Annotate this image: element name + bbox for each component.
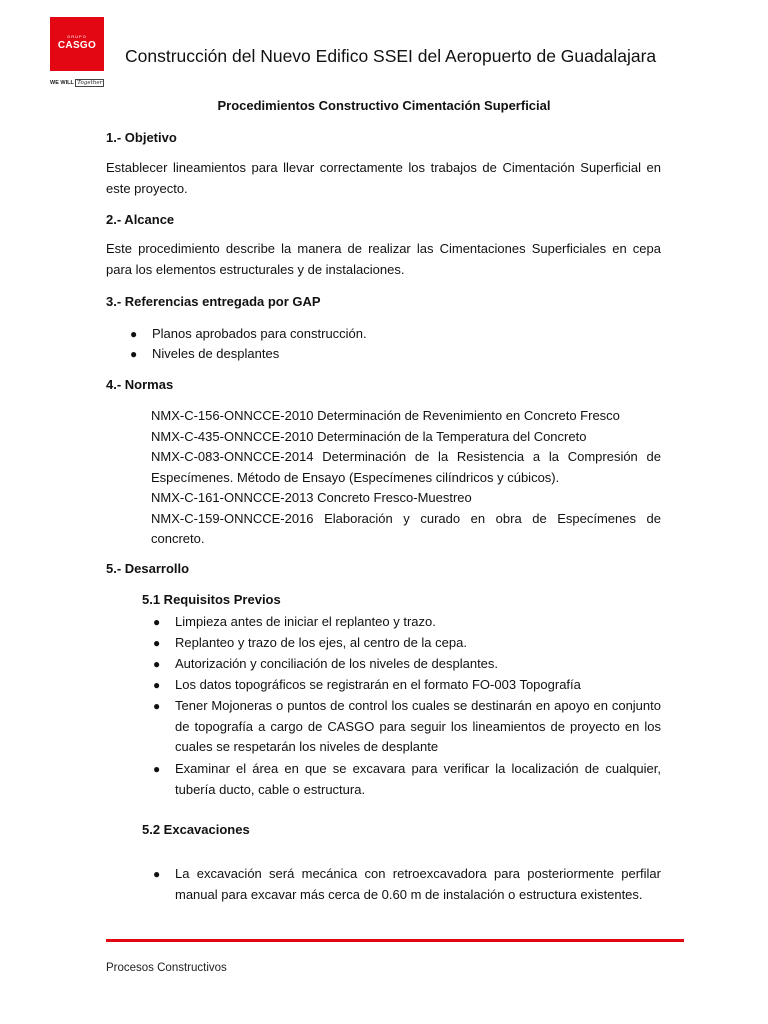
logo-tagline-prefix: WE WILL: [50, 80, 74, 86]
subsection-heading-excavaciones: 5.2 Excavaciones: [142, 822, 250, 837]
list-item-text: Examinar el área en que se excavara para verificar la localización de cualquier, tubería ducto, cable o estructura.: [175, 761, 661, 797]
logo-name-text: CASGO: [57, 40, 97, 51]
bullet-icon: ●: [153, 678, 161, 692]
company-logo: [50, 17, 104, 71]
bullet-icon: ●: [130, 347, 138, 361]
header-title: Construcción del Nuevo Edifico SSEI del Aeropuerto de Guadalajara: [125, 46, 657, 66]
logo-tagline: [50, 80, 104, 86]
list-item-text: Planos aprobados para construcción.: [152, 326, 367, 341]
bullet-icon: ●: [130, 327, 138, 341]
list-item: [153, 654, 661, 675]
section-text-objetivo: Establecer lineamientos para llevar correctamente los trabajos de Cimentación Superficial en este proyecto.: [106, 160, 661, 196]
bullet-icon: ●: [153, 657, 161, 671]
norma-item: NMX-C-083-ONNCCE-2014 Determinación de la Resistencia a la Compresión de Especímenes. Método de Ensayo (Especímenes cilíndricos y cúbicos).: [151, 449, 661, 485]
logo-tagline-script: Together: [77, 80, 103, 86]
list-item: [130, 324, 662, 345]
list-item-text: La excavación será mecánica con retroexcavadora para posteriormente perfilar manual para excavar más cerca de 0.60 m de instalación o estructura existentes.: [175, 866, 661, 902]
list-item-text: Niveles de desplantes: [152, 346, 280, 361]
footer-divider: [106, 939, 684, 942]
footer-text: Procesos Constructivos: [106, 962, 227, 974]
list-item: [153, 759, 661, 800]
list-item: [153, 612, 661, 633]
list-item-text: Replanteo y trazo de los ejes, al centro de la cepa.: [175, 635, 467, 650]
list-item-text: Limpieza antes de iniciar el replanteo y trazo.: [175, 614, 436, 629]
normas-list: [151, 406, 661, 550]
section-text-alcance: Este procedimiento describe la manera de realizar las Cimentaciones Superficiales en cepa para los elementos estructurales y de instalaciones.: [106, 241, 661, 277]
list-item-text: Autorización y conciliación de los niveles de desplantes.: [175, 656, 499, 671]
section-heading-referencias: 3.- Referencias entregada por GAP: [106, 294, 321, 309]
bullet-icon: ●: [153, 615, 161, 629]
section-heading-desarrollo: 5.- Desarrollo: [106, 561, 190, 576]
bullet-icon: ●: [153, 762, 161, 776]
norma-item: NMX-C-156-ONNCCE-2010 Determinación de Revenimiento en Concreto Fresco: [151, 408, 620, 423]
list-item: [153, 696, 661, 758]
norma-item: NMX-C-159-ONNCCE-2016 Elaboración y curado en obra de Especímenes de concreto.: [151, 510, 661, 546]
list-item-text: Tener Mojoneras o puntos de control los cuales se destinarán en apoyo en conjunto de topografía a cargo de CASGO para seguir los lineamientos de proyecto en los cuales se respetarán los niveles de desplante: [175, 698, 661, 754]
list-item-text: Los datos topográficos se registrarán en el formato FO-003 Topografía: [175, 677, 581, 692]
list-item: [153, 864, 661, 905]
list-item: [153, 675, 661, 696]
list-item: [153, 633, 661, 654]
list-item: [130, 344, 662, 365]
logo-group-text: GRUPO: [67, 34, 87, 39]
norma-item: NMX-C-435-ONNCCE-2010 Determinación de la Temperatura del Concreto: [151, 428, 587, 444]
section-heading-alcance: 2.- Alcance: [106, 212, 175, 227]
bullet-icon: ●: [153, 636, 161, 650]
norma-item: NMX-C-161-ONNCCE-2013 Concreto Fresco-Muestreo: [151, 490, 472, 505]
section-heading-normas: 4.- Normas: [106, 377, 174, 392]
bullet-icon: ●: [153, 699, 161, 713]
section-heading-objetivo: 1.- Objetivo: [106, 130, 177, 145]
bullet-icon: ●: [153, 867, 161, 881]
document-title: Procedimientos Constructivo Cimentación Superficial: [217, 98, 551, 113]
subsection-heading-requisitos: 5.1 Requisitos Previos: [142, 592, 281, 607]
